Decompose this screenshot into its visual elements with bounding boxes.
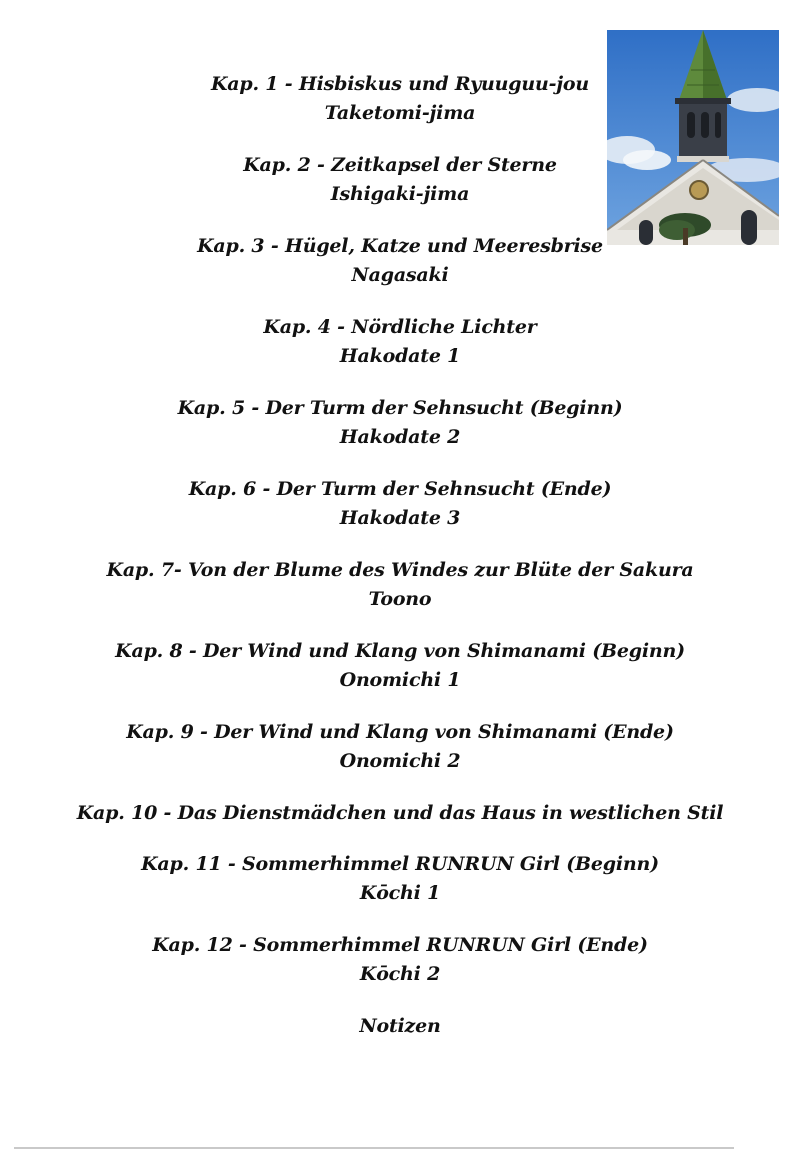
toc-entry xyxy=(0,637,800,695)
toc-entry xyxy=(0,931,800,989)
chapter-title: Kap. 4 - Nördliche Lichter xyxy=(263,316,537,338)
chapter-place: Hakodate 3 xyxy=(339,507,461,529)
chapter-place: Kōchi 2 xyxy=(359,963,441,985)
chapter-place: Nagasaki xyxy=(351,264,449,286)
chapter-title: Kap. 3 - Hügel, Katze und Meeresbrise xyxy=(197,235,603,257)
toc-entry xyxy=(0,313,800,371)
chapter-place: Hakodate 1 xyxy=(339,345,461,367)
chapter-title: Kap. 5 - Der Turm der Sehnsucht (Beginn) xyxy=(177,397,623,419)
toc-entry xyxy=(0,1012,800,1041)
toc-entry xyxy=(0,475,800,533)
toc-entry xyxy=(0,799,800,828)
church-tower-illustration xyxy=(607,30,779,245)
chapter-place: Toono xyxy=(368,588,432,610)
chapter-title: Kap. 12 - Sommerhimmel RUNRUN Girl (Ende) xyxy=(152,934,648,956)
notes-title: Notizen xyxy=(359,1015,441,1037)
chapter-title: Kap. 11 - Sommerhimmel RUNRUN Girl (Beginn) xyxy=(141,853,659,875)
chapter-title: Kap. 6 - Der Turm der Sehnsucht (Ende) xyxy=(188,478,612,500)
toc-entry xyxy=(0,556,800,614)
chapter-place: Kōchi 1 xyxy=(359,882,441,904)
chapter-title: Kap. 1 - Hisbiskus und Ryuuguu-jou xyxy=(210,73,590,95)
chapter-title: Kap. 7- Von der Blume des Windes zur Blüte der Sakura xyxy=(106,559,694,581)
cloud xyxy=(623,150,671,170)
clock xyxy=(690,181,708,199)
chapter-place: Onomichi 1 xyxy=(339,669,461,691)
chapter-place: Taketomi-jima xyxy=(324,102,476,124)
chapter-place: Ishigaki-jima xyxy=(330,183,470,205)
chapter-title: Kap. 10 - Das Dienstmädchen und das Haus in westlichen Stil xyxy=(76,802,724,824)
chapter-title: Kap. 9 - Der Wind und Klang von Shimanami (Ende) xyxy=(126,721,674,743)
chapter-place: Hakodate 2 xyxy=(339,426,461,448)
chapter-place: Onomichi 2 xyxy=(339,750,461,772)
toc-entry xyxy=(0,718,800,776)
toc-entry xyxy=(0,394,800,452)
chapter-title: Kap. 8 - Der Wind und Klang von Shimanami (Beginn) xyxy=(115,640,685,662)
chapter-title: Kap. 2 - Zeitkapsel der Sterne xyxy=(243,154,557,176)
bottom-divider xyxy=(14,1147,734,1149)
toc-entry xyxy=(0,850,800,908)
